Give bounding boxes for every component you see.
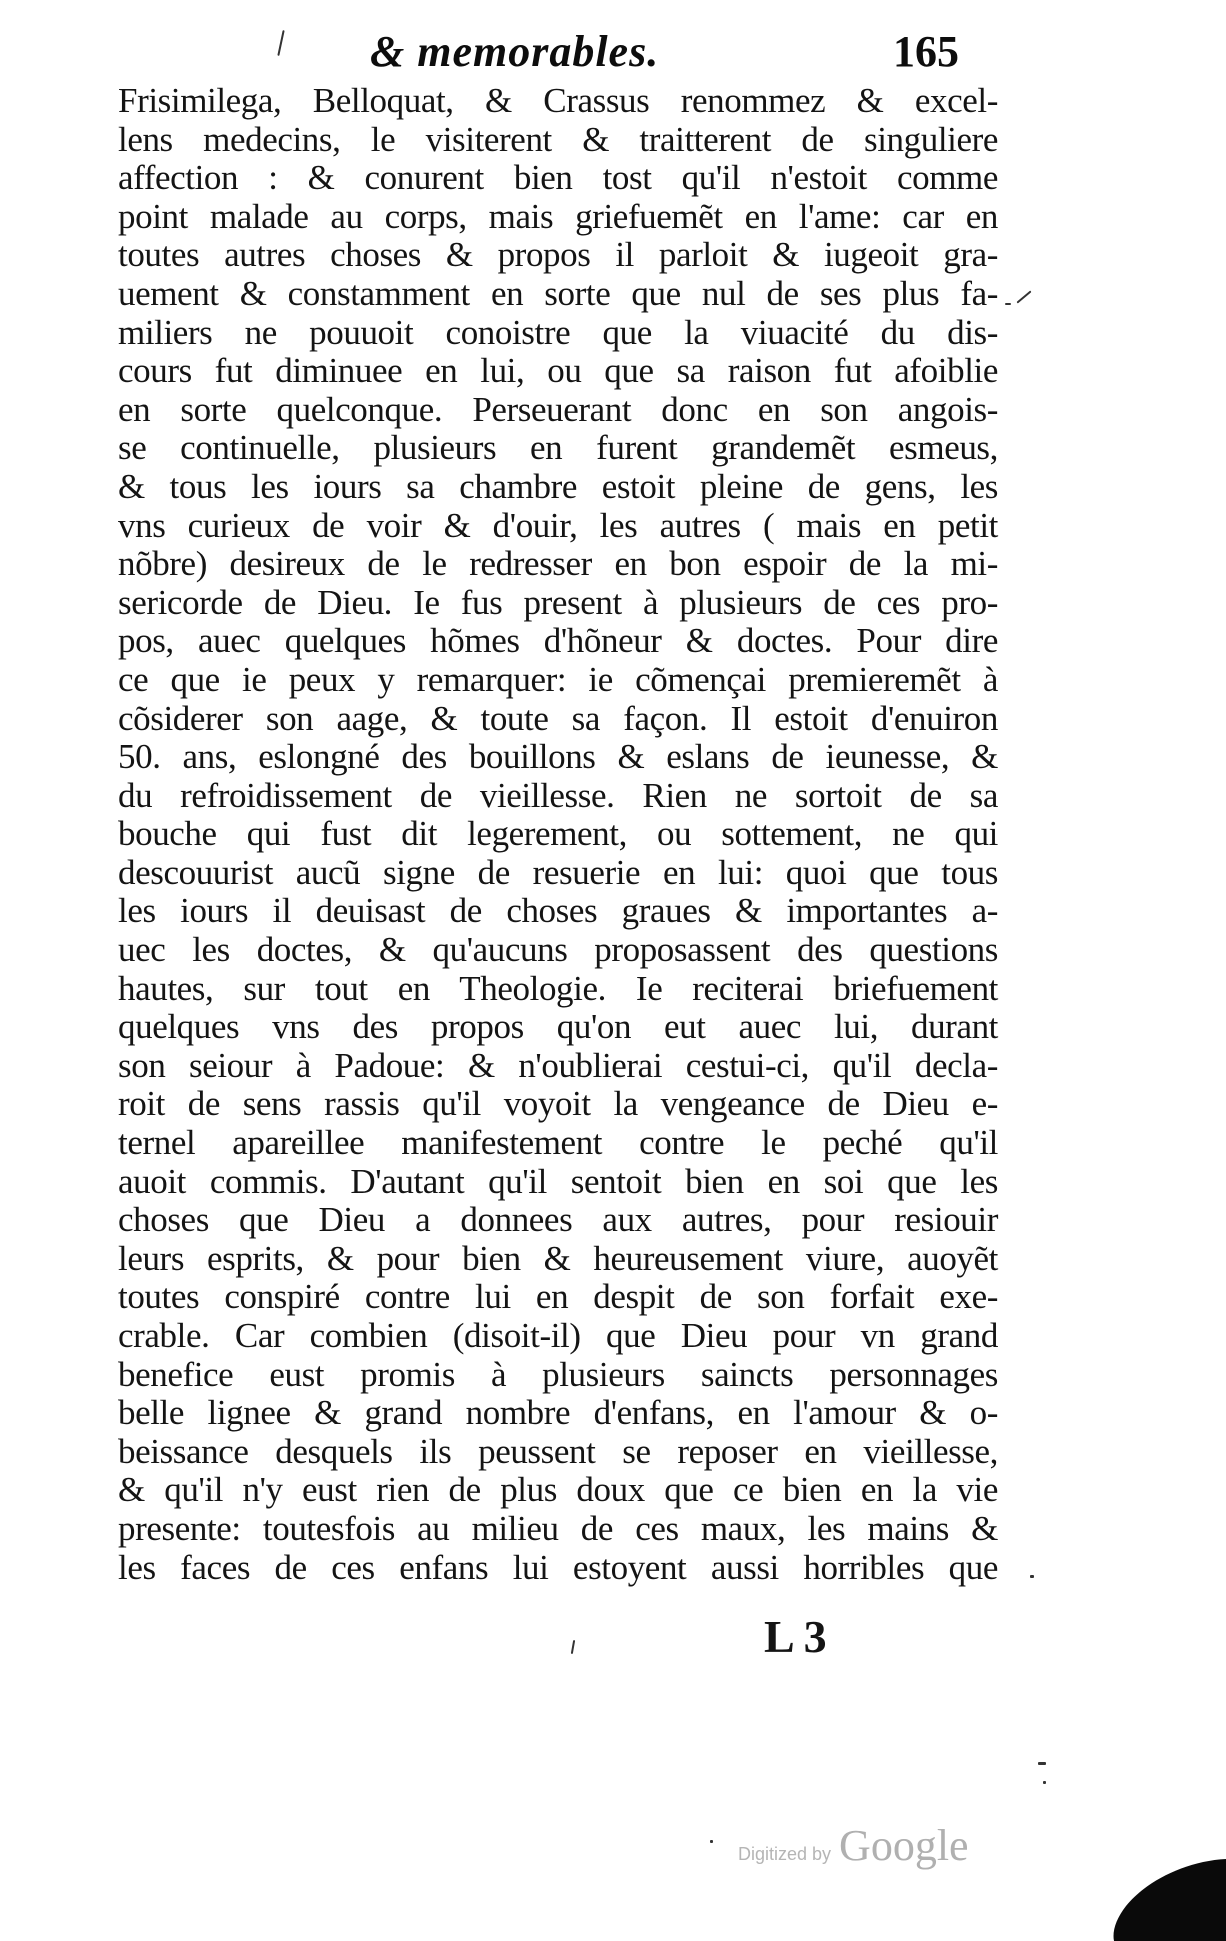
watermark-brand-logo: Google xyxy=(839,1821,969,1870)
scan-speck xyxy=(1005,303,1011,305)
text-line: son seiour à Padoue: & n'oublierai cestui-ci, qu'il decla- xyxy=(118,1045,998,1085)
text-line: uec les doctes, & qu'aucuns proposassent des questions xyxy=(118,930,998,970)
scan-speck xyxy=(277,30,284,56)
text-line: belle lignee & grand nombre d'enfans, en l'amour & o- xyxy=(118,1393,998,1433)
text-line: & qu'il n'y eust rien de plus doux que ce bien en la vie xyxy=(118,1470,998,1510)
text-line: point malade au corps, mais griefuemẽt en l'ame: car en xyxy=(118,196,998,236)
scan-speck xyxy=(1030,1575,1034,1578)
scan-speck xyxy=(1043,1781,1046,1784)
text-line: ternel apareillee manifestement contre le peché qu'il xyxy=(118,1123,998,1163)
text-line: benefice eust promis à plusieurs saincts personnages xyxy=(118,1354,998,1394)
text-line: miliers ne pouuoit conoistre que la viuacité du dis- xyxy=(118,312,998,352)
text-line: ce que ie peux y remarquer: ie cõmençai premieremẽt à xyxy=(118,659,998,699)
text-line: choses que Dieu a donnees aux autres, pour resiouir xyxy=(118,1200,998,1240)
text-line: 50. ans, eslongné des bouillons & eslans de ieunesse, & xyxy=(118,737,998,777)
text-line: auoit commis. D'autant qu'il sentoit bien en soi que les xyxy=(118,1161,998,1201)
text-line: descouurist aucũ signe de resuerie en lui: quoi que tous xyxy=(118,852,998,892)
text-line: les faces de ces enfans lui estoyent aussi horribles que xyxy=(118,1547,998,1587)
watermark-prefix: Digitized by xyxy=(738,1844,832,1864)
text-line: lens medecins, le visiterent & traitterent de singuliere xyxy=(118,119,998,159)
body-text xyxy=(118,82,998,1587)
text-line: quelques vns des propos qu'on eut auec lui, durant xyxy=(118,1007,998,1047)
scan-speck xyxy=(1016,290,1031,303)
text-line: hautes, sur tout en Theologie. Ie reciterai briefuement xyxy=(118,968,998,1008)
text-line: Frisimilega, Belloquat, & Crassus renommez & excel- xyxy=(118,81,998,120)
text-line: nõbre) desireux de le redresser en bon espoir de la mi- xyxy=(118,544,998,584)
text-line: toutes conspiré contre lui en despit de son forfait exe- xyxy=(118,1277,998,1317)
text-line: toutes autres choses & propos il parloit & iugeoit gra- xyxy=(118,235,998,275)
text-line: du refroidissement de vieillesse. Rien ne sortoit de sa xyxy=(118,775,998,815)
text-line: crable. Car combien (disoit-il) que Dieu pour vn grand xyxy=(118,1316,998,1355)
text-line: pos, auec quelques hõmes d'hõneur & doctes. Pour dire xyxy=(118,621,998,661)
text-line: presente: toutesfois au milieu de ces maux, les mains & xyxy=(118,1508,998,1548)
text-line: vns curieux de voir & d'ouir, les autres ( mais en petit xyxy=(118,505,998,545)
text-line: les iours il deuisast de choses graues & importantes a- xyxy=(118,891,998,931)
signature-mark: L 3 xyxy=(764,1611,827,1662)
text-line: affection : & conurent bien tost qu'il n'estoit comme xyxy=(118,158,998,198)
text-line: sericorde de Dieu. Ie fus present à plusieurs de ces pro- xyxy=(118,582,998,622)
text-line: cõsiderer son aage, & toute sa façon. Il estoit d'enuiron xyxy=(118,698,998,738)
text-line: cours fut diminuee en lui, ou que sa raison fut afoiblie xyxy=(118,351,998,391)
scan-speck xyxy=(571,1640,575,1654)
text-line: beissance desquels ils peussent se reposer en vieillesse, xyxy=(118,1431,998,1471)
text-line: en sorte quelconque. Perseuerant donc en son angois- xyxy=(118,389,998,429)
text-line: & tous les iours sa chambre estoit pleine de gens, les xyxy=(118,466,998,506)
text-line: bouche qui fust dit legerement, ou sottement, ne qui xyxy=(118,814,998,854)
page-corner-shadow xyxy=(1036,1851,1226,1941)
text-line: uement & constamment en sorte que nul de ses plus fa- xyxy=(118,273,998,313)
running-title: & memorables. xyxy=(370,27,660,76)
text-line: leurs esprits, & pour bien & heureusement viure, auoyẽt xyxy=(118,1238,998,1278)
page-number: 165 xyxy=(893,27,959,76)
text-line: se continuelle, plusieurs en furent grandemẽt esmeus, xyxy=(118,428,998,468)
scan-speck xyxy=(710,1840,713,1843)
scan-speck xyxy=(1038,1762,1046,1765)
digitized-watermark xyxy=(738,1820,969,1871)
text-line: roit de sens rassis qu'il voyoit la vengeance de Dieu e- xyxy=(118,1084,998,1124)
